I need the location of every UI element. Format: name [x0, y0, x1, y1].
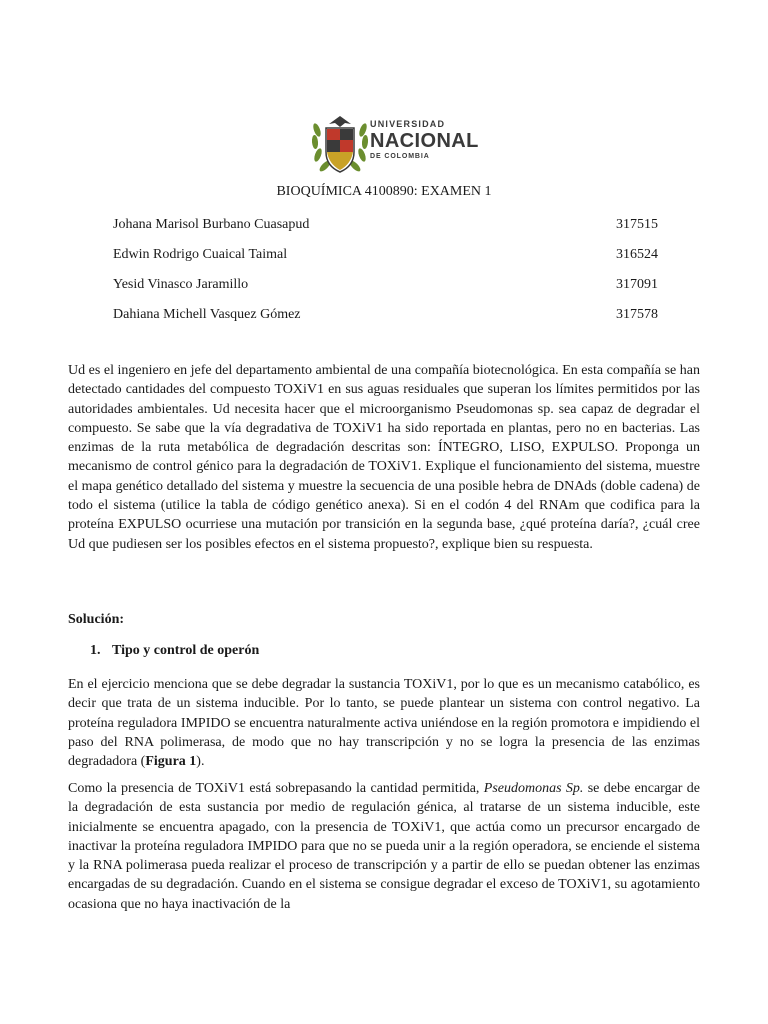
logo-wordmark — [370, 118, 479, 162]
logo-line-1: UNIVERSIDAD — [370, 119, 446, 129]
solution-heading: Solución: — [68, 612, 125, 627]
university-logo — [311, 114, 479, 176]
author-id: 316524 — [616, 247, 658, 262]
author-name: Yesid Vinasco Jaramillo — [113, 277, 249, 292]
paragraph-operon-type — [68, 675, 700, 771]
section-title: Tipo y control de operón — [112, 643, 260, 658]
paragraph-induction — [68, 779, 700, 914]
section-heading — [90, 643, 259, 659]
author-name: Johana Marisol Burbano Cuasapud — [113, 217, 310, 232]
authors-list — [113, 210, 658, 330]
species-name: Pseudomonas Sp. — [483, 781, 584, 796]
logo-line-2: NACIONAL — [370, 130, 479, 152]
author-row — [113, 240, 658, 270]
author-id: 317515 — [616, 217, 658, 232]
author-name: Edwin Rodrigo Cuaical Taimal — [113, 247, 288, 262]
section-number: 1. — [90, 643, 101, 658]
exam-title: BIOQUÍMICA 4100890: EXAMEN 1 — [276, 184, 492, 199]
figure-reference: Figura 1 — [145, 754, 197, 770]
author-id: 317091 — [616, 277, 658, 292]
author-name: Dahiana Michell Vasquez Gómez — [113, 307, 301, 322]
problem-statement: Ud es el ingeniero en jefe del departamento ambiental de una compañía biotecnológica. En esta compañía se han detectado cantidades del compuesto TOXiV1 en sus aguas residuales que superan los límites permitidos por las autoridades ambientales. Ud necesita hacer que el microorganismo Pseudomonas sp. sea capaz de degradar el compuesto. Se sabe que la vía degradativa de TOXiV1 ha sido reportada en plantas, pero no en bacterias. Las enzimas de la ruta metabólica de degradación descritas son: ÍNTEGRO, LISO, EXPULSO. Proponga un mecanismo de control génico para la degradación de TOXiV1. Explique el funcionamiento del sistema, muestre el mapa genético detallado del sistema y muestre la secuencia de una posible hebra de DNAds (doble cadena) de todo el sistema (utilice la tabla de código genético anexa). Si en el codón 4 del RNAm que codifica para la proteína EXPULSO ocurriese una mutación por transición en la segunda base, ¿qué proteína daría?, ¿cuál cree Ud que pudiesen ser los posibles efectos en el sistema propuesto?, explique bien su respuesta. — [68, 363, 700, 552]
university-seal-icon — [311, 114, 369, 176]
paragraph-text-rest: se debe encargar de la degradación de esta sustancia por medio de regulación génica, al tratarse de un sistema inducible, este inicialmente se encuentra apagado, con la presencia de TOXiV1, que actúa como un precursor encargado de inactivar la proteína reguladora IMPIDO para que no se pueda unir a la región operadora, se enciende el sistema y la RNA polimerasa pueda realizar el proceso de transcripción y a partir de ello se puedan obtener las enzimas encargadas de su degradación. Cuando en el sistema se consigue degradar el exceso de TOXiV1, su agotamiento ocasiona que no haya inactivación de la — [68, 781, 701, 912]
author-id: 317578 — [616, 307, 658, 322]
paragraph-text: Como la presencia de TOXiV1 está sobrepasando la cantidad permitida, — [68, 781, 484, 796]
author-row — [113, 210, 658, 240]
author-row — [113, 270, 658, 300]
author-row — [113, 300, 658, 330]
paragraph-text: En el ejercicio menciona que se debe degradar la sustancia TOXiV1, por lo que es un mecanismo catabólico, es decir que trata de un sistema inducible. Por lo tanto, se puede plantear un sistema con control negativo. La proteína reguladora IMPIDO se encuentra naturalmente activa uniéndose en la región promotora e impidiendo el paso del RNA polimerasa, de modo que no hay transcripción y no se logra la presencia de las enzimas degradadora ( — [68, 677, 700, 770]
paragraph-end: ). — [196, 754, 205, 770]
logo-line-3: DE COLOMBIA — [370, 153, 430, 160]
